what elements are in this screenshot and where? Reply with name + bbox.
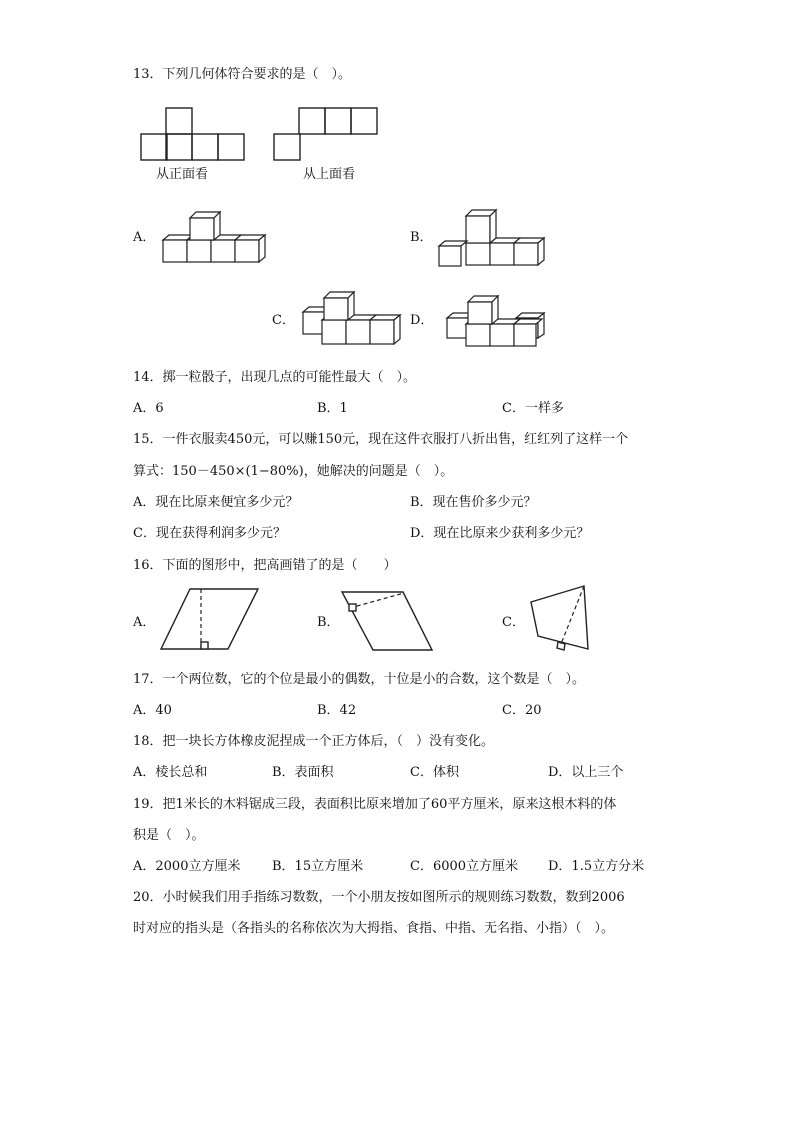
q16-option-b: B． [317, 615, 340, 630]
q15-stem-line2: 算式：150－450×(1−80%)，她解决的问题是（ ）。 [133, 464, 454, 479]
q13-option-d-figure [446, 294, 556, 349]
q18-stem: 18．把一块长方体橡皮泥捏成一个正方体后，（ ）没有变化。 [133, 734, 495, 749]
q16-option-b-parallelogram [340, 590, 435, 652]
q20-stem-line2: 时对应的指头是（各指头的名称依次为大拇指、食指、中指、无名指、小指）（ ）。 [133, 921, 615, 936]
q19-option-b: B．15立方厘米 [272, 859, 364, 874]
q14-stem: 14．掷一粒骰子，出现几点的可能性最大（ ）。 [133, 370, 417, 385]
cube-top [190, 212, 220, 240]
q16-option-a-parallelogram [160, 587, 260, 651]
q18-option-a: A．棱长总和 [133, 765, 208, 780]
q16-option-c: C． [502, 615, 525, 630]
q13-top-view-figure [273, 107, 378, 162]
q19-option-c: C．6000立方厘米 [410, 859, 519, 874]
q19-stem-line2: 积是（ ）。 [133, 828, 205, 843]
q15-option-a: A．现在比原来便宜多少元？ [133, 495, 299, 510]
q17-option-a: A．40 [133, 703, 172, 718]
q19-option-d: D．1.5立方分米 [548, 859, 645, 874]
q14-option-c: C．一样多 [502, 401, 564, 416]
q15-option-c: C．现在获得利润多少元？ [133, 526, 286, 541]
q16-option-c-trapezoid [528, 584, 590, 652]
q14-option-b: B．1 [317, 401, 348, 416]
q13-option-b-figure [438, 208, 550, 268]
q19-stem-line1: 19．把1米长的木料锯成三段，表面积比原来增加了60平方厘米，原来这根木料的体 [133, 797, 617, 812]
q16-stem: 16．下面的图形中，把高画错了的是（ ） [133, 558, 397, 573]
q13-front-view-figure [140, 107, 245, 162]
q15-option-d: D．现在比原来少获利多少元？ [410, 526, 590, 541]
q14-option-a: A．6 [133, 401, 164, 416]
q20-stem-line1: 20．小时候我们用手指练习数数，一个小朋友按如图所示的规则练习数数，数到2006 [133, 890, 625, 905]
q13-option-c-figure [302, 290, 407, 348]
q13-option-b: B． [410, 230, 433, 245]
q18-option-b: B．表面积 [272, 765, 334, 780]
q15-option-b: B．现在售价多少元？ [410, 495, 537, 510]
q16-option-a: A． [133, 615, 156, 630]
q13-option-d: D． [410, 313, 434, 328]
q19-option-a: A．2000立方厘米 [133, 859, 241, 874]
q13-front-caption: 从正面看 [156, 167, 209, 182]
q17-option-c: C．20 [502, 703, 542, 718]
q13-top-caption: 从上面看 [303, 167, 356, 182]
q18-option-c: C．体积 [410, 765, 459, 780]
q17-option-b: B．42 [317, 703, 357, 718]
q13-option-c: C． [272, 313, 295, 328]
q13-option-a: A． [133, 230, 156, 245]
q17-stem: 17．一个两位数，它的个位是最小的偶数，十位是小的合数，这个数是（ ）。 [133, 672, 586, 687]
q18-option-d: D．以上三个 [548, 765, 624, 780]
q13-stem: 13．下列几何体符合要求的是（ ）。 [133, 67, 352, 82]
q13-option-a-figure [162, 210, 272, 265]
q15-stem-line1: 15．一件衣服卖450元，可以赚150元，现在这件衣服打八折出售，红红列了这样一个 [133, 432, 629, 447]
